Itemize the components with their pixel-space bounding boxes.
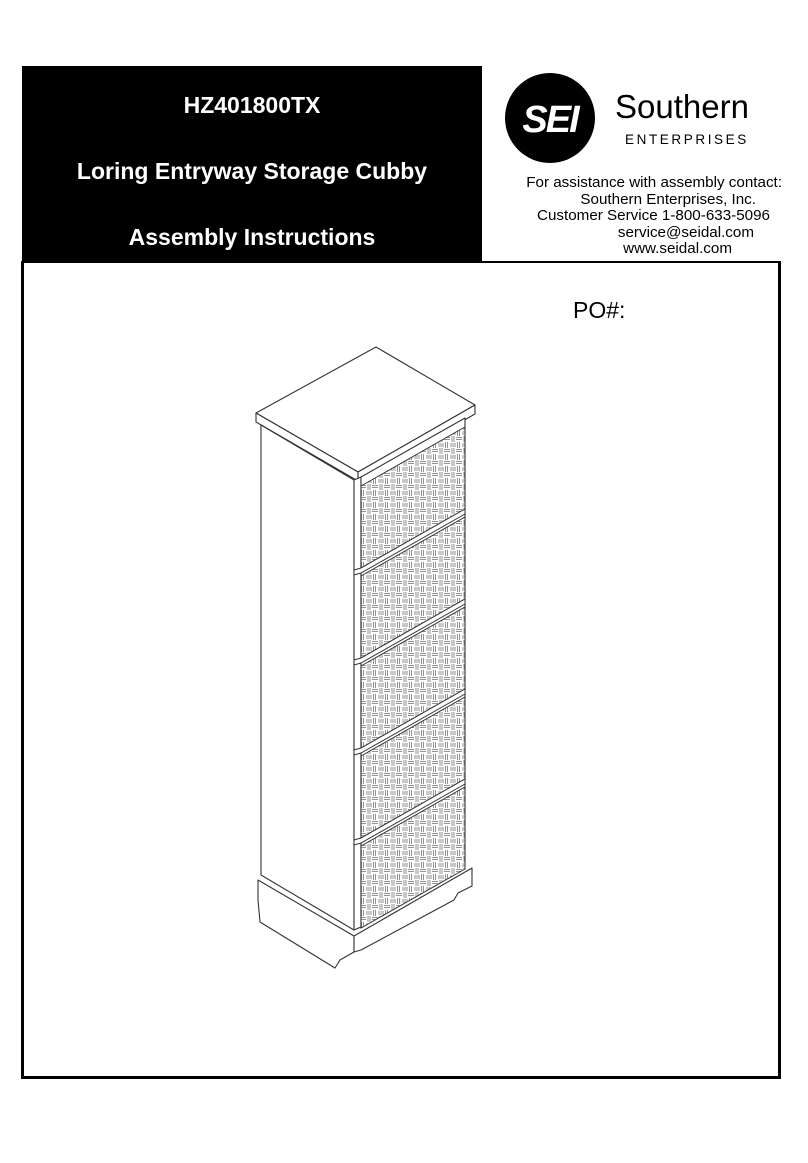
storage-cubby-drawing-icon [240,340,490,970]
product-name: Loring Entryway Storage Cubby [76,158,428,184]
side-panel [261,425,354,930]
model-number: HZ401800TX [183,92,321,118]
logo-subname: ENTERPRISES [625,132,749,147]
document-type: Assembly Instructions [128,224,376,250]
contact-phone: Customer Service 1-800-633-5096 [537,207,770,225]
title-block [22,66,482,262]
po-label: PO#: [573,297,626,323]
southern-enterprises-logo [502,69,772,169]
contact-website: www.seidal.com [623,240,732,258]
logo-name: Southern [615,88,749,125]
contact-intro: For assistance with assembly contact: [526,174,782,191]
logo-mark: SEI [522,99,578,141]
contact-email: service@seidal.com [617,223,754,241]
contact-company: Southern Enterprises, Inc. [580,190,756,208]
contact-block [480,175,782,258]
